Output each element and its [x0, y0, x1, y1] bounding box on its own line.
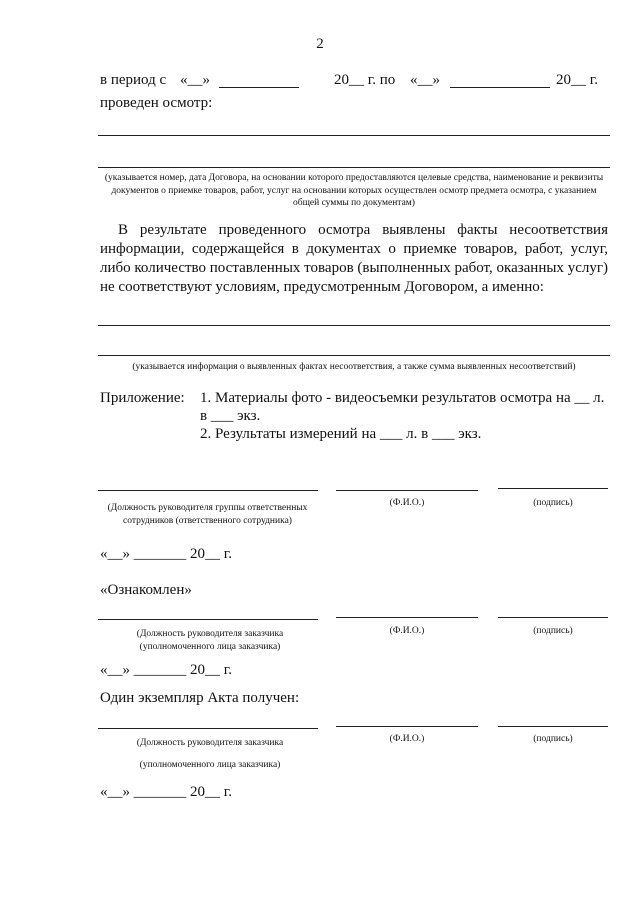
- page-number: 2: [316, 36, 324, 52]
- sig3-position-caption-2: (уполномоченного лица заказчика): [139, 760, 281, 770]
- signature-line-sign: [498, 726, 608, 727]
- sig1-position-caption: (Должность руководителя группы ответственных сотрудников (ответственного сотрудника): [107, 503, 308, 526]
- sig1-fio-caption: (Ф.И.О.): [389, 498, 425, 508]
- signature-line-sign: [498, 488, 608, 489]
- acquainted-label: «Ознакомлен»: [100, 582, 192, 598]
- period-to-year: 20__ г.: [556, 72, 598, 88]
- inspection-done-label: проведен осмотр:: [100, 95, 213, 111]
- sig3-position-caption: (Должность руководителя заказчика: [136, 738, 284, 748]
- sig3-sign-caption: (подпись): [533, 734, 573, 744]
- signature-line-sign: [498, 617, 608, 618]
- appendix-label: Приложение:: [100, 390, 185, 406]
- sig3-date: «__» _______ 20__ г.: [100, 784, 232, 800]
- fill-line: [98, 325, 610, 326]
- signature-line-fio: [336, 726, 478, 727]
- signature-line-fio: [336, 490, 478, 491]
- sig2-sign-caption: (подпись): [533, 626, 573, 636]
- period-row: [100, 72, 612, 92]
- sig3-fio-caption: (Ф.И.О.): [389, 734, 425, 744]
- fill-line: [98, 355, 610, 356]
- sig1-sign-caption: (подпись): [533, 498, 573, 508]
- sig1-date: «__» _______ 20__ г.: [100, 546, 232, 562]
- note-contract: (указывается номер, дата Договора, на основании которого предоставляются целевые средства, наименование и реквизиты документов о приемке товаров, работ, услуг на основании которых осуществлен осмотр предмета осмотра, с указанием общей суммы по документам): [104, 173, 604, 208]
- appendix-item-2: 2. Результаты измерений на ___ л. в ___ экз.: [200, 426, 482, 442]
- signature-line-position: [98, 728, 318, 729]
- sig2-date: «__» _______ 20__ г.: [100, 662, 232, 678]
- period-from-year-to: 20__ г. по: [334, 72, 396, 88]
- period-from-month-blank: [219, 75, 299, 88]
- period-from-label: в период с: [100, 72, 167, 88]
- signature-line-position: [98, 619, 318, 620]
- copy-received-label: Один экземпляр Акта получен:: [100, 690, 300, 706]
- sig2-position-caption: (Должность руководителя заказчика (уполномоченного лица заказчика): [136, 629, 284, 652]
- period-to-month-blank: [450, 75, 550, 88]
- appendix-item-1: 1. Материалы фото - видеосъемки результатов осмотра на __ л.: [200, 390, 605, 406]
- result-paragraph: В результате проведенного осмотра выявлены факты несоответствия информации, содержащейся в документах о приемке товаров, работ, услуг, либо количество поставленных товаров (выполненных работ, оказанных услуг) не соответствуют условиям, предусмотренным Договором, а именно:: [100, 222, 608, 295]
- appendix-item-1-copies: в ___ экз.: [200, 408, 261, 424]
- signature-line-fio: [336, 617, 478, 618]
- period-to-day: «__»: [410, 72, 440, 88]
- signature-line-position: [98, 490, 318, 491]
- fill-line: [98, 167, 610, 168]
- fill-line: [98, 135, 610, 136]
- period-from-day: «__»: [180, 72, 210, 88]
- note-mismatch: (указывается информация о выявленных фактах несоответствия, а также сумма выявленных несоответствий): [132, 362, 576, 372]
- sig2-fio-caption: (Ф.И.О.): [389, 626, 425, 636]
